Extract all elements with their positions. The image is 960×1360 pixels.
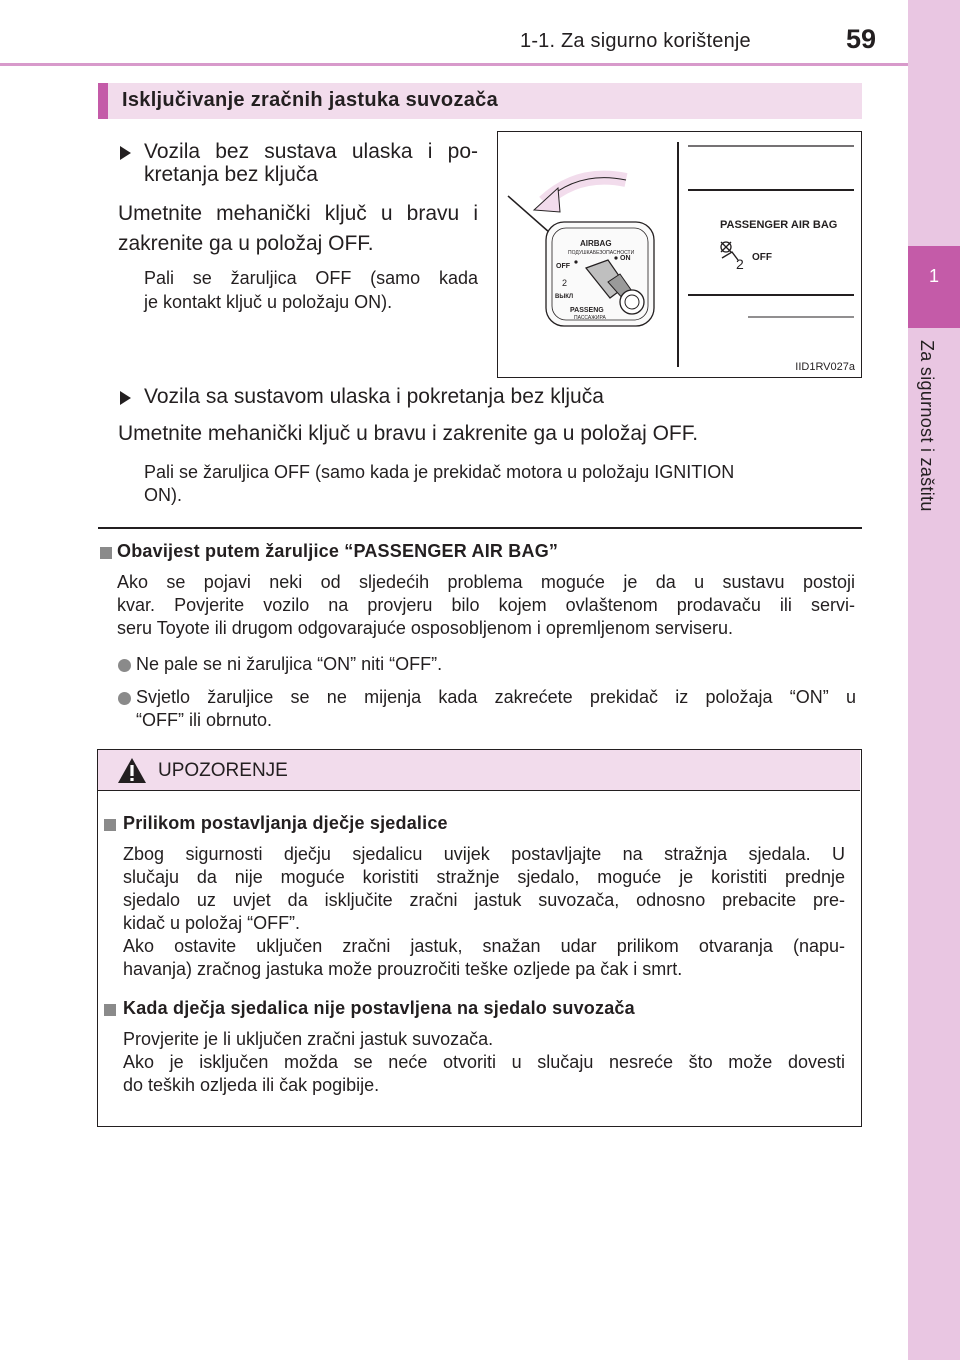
panel-label: PASSENGER AIR BAG [720,219,838,231]
indicator-off-label: OFF [752,252,772,263]
notice-paragraph-l2: kvar. Povjerite vozilo na provjeru bilo kojem ovlaštenom prodavaču ili servi- [117,595,855,615]
switch-passenger-label: PASSENG [570,307,604,314]
warning-s2-l2: Ako je isključen možda se neće otvoriti u slučaju nesreće što može dovesti [123,1052,845,1072]
notice-item-2-l2: “OFF” ili obrnuto. [136,710,273,730]
warning-s2-l3: do teških ozljeda ili čak pogibije. [123,1075,380,1095]
indicator-number: 2 [736,256,744,272]
section-divider [98,527,862,529]
notice-item-1: Ne pale se ni žaruljica “ON” niti “OFF”. [136,654,443,674]
switch-airbag-label: AIRBAG [580,239,612,248]
step-keyless: Umetnite mehanički ključ u bravu i zakrenite ga u položaj OFF. [118,422,699,445]
square-bullet-icon [104,1004,116,1016]
switch-number: 2 [562,278,568,288]
warning-s1-l4: kidač u položaj “OFF”. [123,913,301,933]
notice-heading: Obavijest putem žaruljice “PASSENGER AIR BAG” [117,541,559,561]
switch-cyrillic-top: ПОДУШКАБЕЗОПАСНОСТИ [568,250,635,256]
warning-s2-l1: Provjerite je li uključen zračni jastuk suvozača. [123,1029,494,1049]
warning-s1-l5: Ako ostavite uključen zračni jastuk, snažan udar prilikom otvaranja (napu- [123,936,845,956]
notice-paragraph-l3: seru Toyote ili drugom odgovarajuće osposobljenom i opremljenom serviseru. [117,618,733,638]
circle-bullet-icon [118,659,131,672]
section-heading-bar [98,83,862,119]
note-no-keyless-l1: Pali se žaruljica OFF (samo kada [144,268,478,288]
triangle-bullet-icon [120,391,131,405]
note-no-keyless-l2: je kontakt ključ u položaju ON). [144,292,393,312]
square-bullet-icon [100,547,112,559]
switch-off-label: OFF [556,263,570,270]
chapter-tab-marker [908,246,960,328]
step-no-keyless-l1: Umetnite mehanički ključ u bravu i [118,202,478,225]
step-no-keyless-l2: zakrenite ga u položaj OFF. [118,232,374,255]
warning-s1-l2: slučaju da nije moguće koristiti stražnje sjedalo, moguće je koristiti prednje [123,867,845,887]
warning-s1-l3: sjedalo uz uvjet da isključite zračni jastuk suvozača, odnosno prebacite pre- [123,890,845,910]
warning-box [97,749,862,1127]
header-rule [0,63,908,66]
note-keyless-l1: Pali se žaruljica OFF (samo kada je prekidač motora u položaju IGNITION [144,462,735,482]
switch-cyrillic-off: ВЫКЛ [555,294,574,300]
subheading-keyless: Vozila sa sustavom ulaska i pokretanja bez ključa [144,385,604,408]
square-bullet-icon [104,819,116,831]
chapter-side-tab [908,0,960,1360]
warning-triangle-icon [117,757,147,784]
figure-id: IID1RV027a [795,361,855,373]
warning-s1-l6: havanja) zračnog jastuka može prouzročiti teške ozljede pa čak i smrt. [123,959,683,979]
warning-s1-l1: Zbog sigurnosti dječju sjedalicu uvijek postavljajte na stražnja sjedala. U [123,844,845,864]
airbag-switch-illustration [497,131,862,378]
notice-paragraph-l1: Ako se pojavi neki od sljedećih problema moguće je da u sustavu postoji [117,572,855,592]
airbag-switch-drawing [498,132,860,376]
warning-heading-2: Kada dječja sjedalica nije postavljena na sjedalo suvozača [123,998,635,1018]
subheading-no-keyless-l1: Vozila bez sustava ulaska i po- [144,140,478,163]
chapter-label: Za sigurnost i zaštitu [917,340,937,512]
running-header: 1-1. Za sigurno korištenje [520,30,751,52]
page-number: 59 [846,24,877,54]
switch-cyrillic-passenger: ПАССАЖИРА [574,315,606,321]
triangle-bullet-icon [120,146,131,160]
warning-title: UPOZORENJE [158,760,288,781]
warning-heading-1: Prilikom postavljanja dječje sjedalice [123,813,448,833]
subheading-no-keyless-l2: kretanja bez ključa [144,163,318,186]
chapter-number: 1 [928,266,939,286]
switch-on-label: ON [620,255,631,262]
warning-header [98,750,860,791]
circle-bullet-icon [118,692,131,705]
section-title: Isključivanje zračnih jastuka suvozača [122,89,499,111]
note-keyless-l2: ON). [144,485,182,505]
notice-item-2-l1: Svjetlo žaruljice se ne mijenja kada zakrećete prekidač iz položaja “ON” u [136,687,856,707]
